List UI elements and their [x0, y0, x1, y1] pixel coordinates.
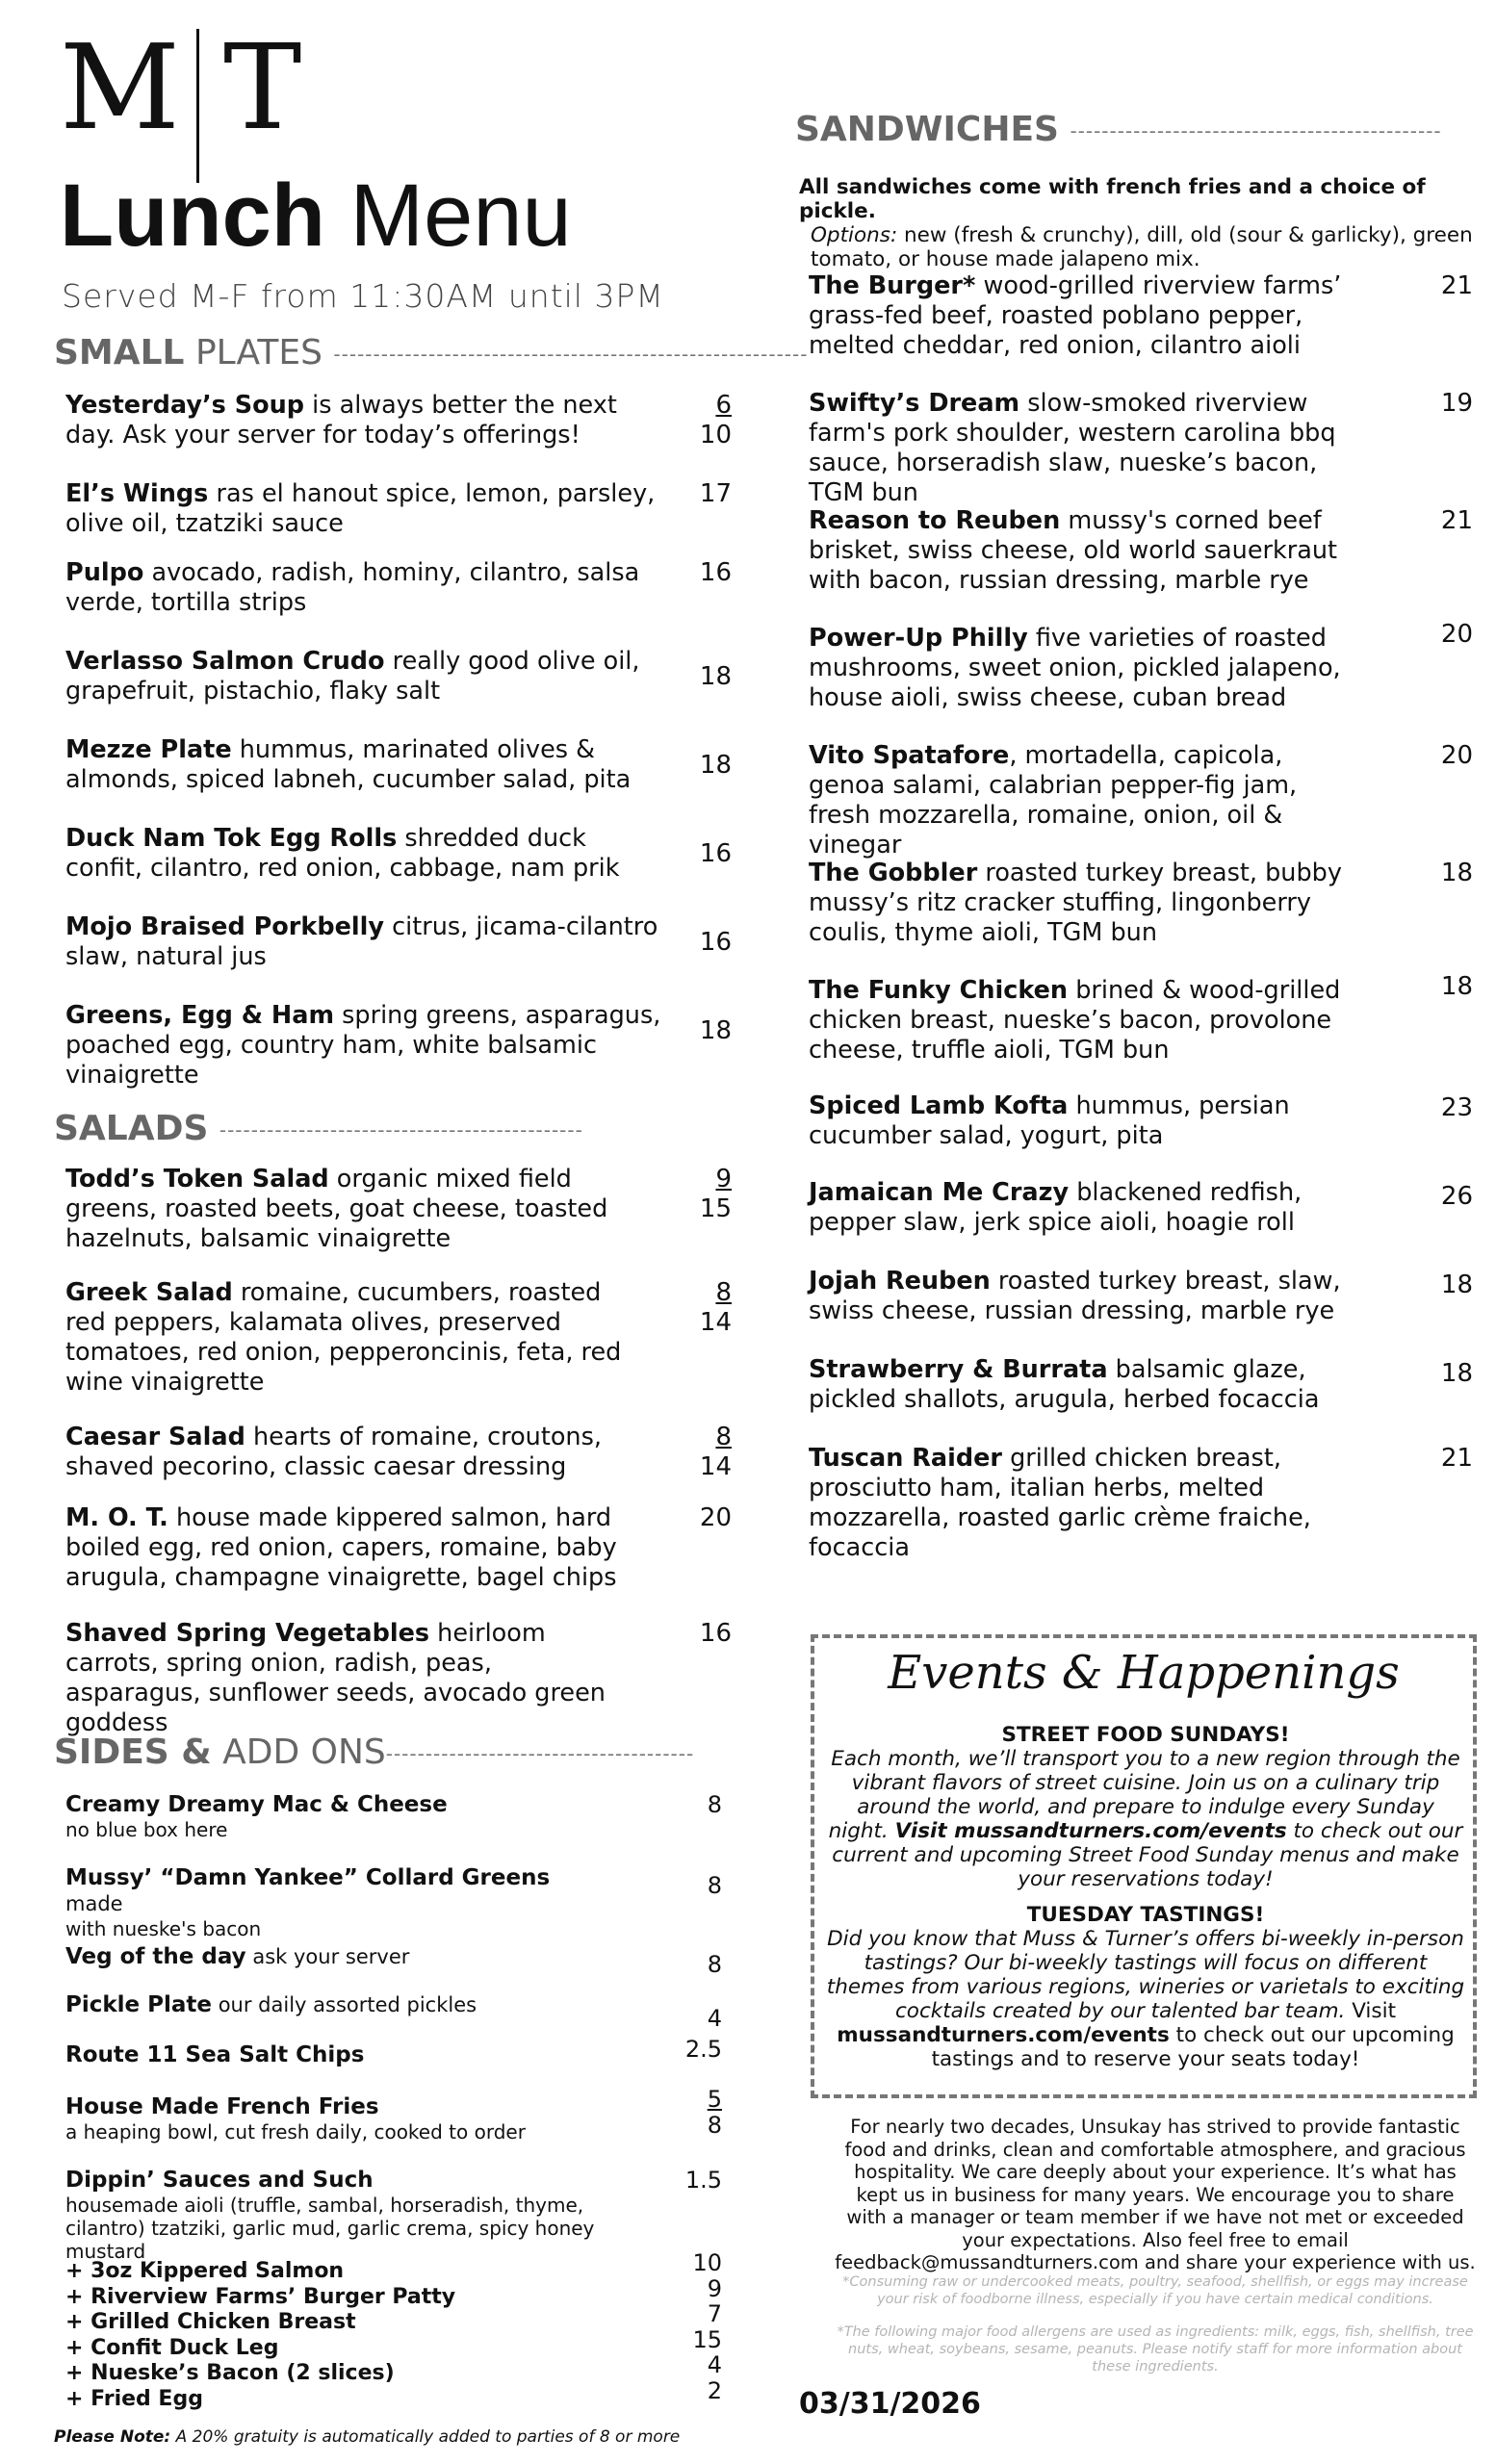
menu-item-name: Jojah Reuben — [809, 1267, 991, 1296]
menu-item-name: Pulpo — [65, 558, 144, 587]
menu-item — [65, 912, 662, 972]
menu-item-description: romaine, cucumbers, roasted red peppers, kalamata olives, preserved tomatoes, red onion, pepperoncinis, feta, red wine vinaigrette — [65, 1278, 622, 1397]
menu-item-name: El’s Wings — [65, 479, 209, 508]
menu-item-price: 20 — [1440, 741, 1473, 770]
side-item-price: 1.5 — [684, 2167, 722, 2194]
raw-food-warning: *Consuming raw or undercooked meats, poultry, seafood, shellfish, or eggs may increase your risk of foodborne illness, especially if you have certain medical conditions. — [842, 2274, 1468, 2307]
addon-price: 15 — [692, 2325, 722, 2353]
side-item-name: House Made French Fries — [65, 2094, 379, 2119]
logo — [60, 19, 320, 183]
menu-item — [65, 1423, 633, 1482]
menu-item — [65, 1278, 633, 1398]
menu-item — [809, 1267, 1348, 1326]
menu-item — [809, 976, 1348, 1065]
menu-item — [65, 1619, 633, 1738]
menu-item-price: 8 14 — [699, 1278, 732, 1337]
side-item-description: ask your server — [245, 1945, 410, 1968]
page-title — [60, 167, 572, 265]
menu-item-name: Verlasso Salmon Crudo — [65, 647, 385, 676]
side-item — [65, 2042, 605, 2068]
menu-item — [809, 506, 1348, 596]
menu-item-description: five varieties of roasted mushrooms, sweet onion, pickled jalapeno, house aioli, swiss cheese, cuban bread — [809, 624, 1341, 712]
side-item-price: 8 — [707, 1791, 722, 1818]
events-body: STREET FOOD SUNDAYS! Each month, we’ll transport you to a new region through the vibrant flavors of street cuisine. Join us on a culinary trip around the world, and prepare to indulge every Sunday night. Visit mussandturners.com/events to check out our current and upcoming Street Food Sunday menus and make your reservations today! TUESDAY TASTINGS! Did you know that Muss & Turner’s offers bi-weekly in-person tastings? Our bi-weekly tastings will focus on different themes from various regions, wineries or varietals to exciting cocktails created by our talented bar team. Visit mussandturners.com/events to check out our upcoming tastings and to reserve your seats today! — [824, 1723, 1467, 2071]
menu-item — [65, 1503, 633, 1593]
menu-item-price: 16 — [699, 928, 732, 957]
menu-item — [65, 391, 662, 450]
menu-item-price: 21 — [1440, 1444, 1473, 1473]
menu-item-price: 18 — [699, 662, 732, 691]
side-item-name: Pickle Plate — [65, 1992, 213, 2017]
menu-item-price: 21 — [1440, 506, 1473, 535]
menu-item-name: Vito Spatafore — [809, 741, 1010, 770]
addon-item: + Fried Egg — [65, 2386, 203, 2411]
about-text: For nearly two decades, Unsukay has strived to provide fantastic food and drinks, clean and comfortable atmosphere, and gracious hospitality. We care deeply about your experience. It’s what has kept us in business for many years. We encourage you to share with a manager or team member if we have not met or exceeded your expectations. Also feel free to email feedback@mussandturners.com and share your experience with us. — [835, 2116, 1476, 2273]
menu-item-description: blackened redfish, pepper slaw, jerk spice aioli, hoagie roll — [809, 1178, 1303, 1237]
side-item-name: Mussy’ “Damn Yankee” Collard Greens — [65, 1865, 551, 1890]
menu-item-description: heirloom carrots, spring onion, radish, peas, asparagus, sunflower seeds, avocado green goddess — [65, 1619, 606, 1737]
menu-item-description: , mortadella, capicola, genoa salami, calabrian pepper-fig jam, fresh mozzarella, romaine, onion, oil & vinegar — [809, 741, 1298, 860]
side-item-price: 8 — [707, 1872, 722, 1899]
side-item-name: Veg of the day — [65, 1944, 246, 1969]
menu-item-price: 9 15 — [699, 1165, 732, 1223]
menu-item-name: The Funky Chicken — [809, 976, 1069, 1005]
addon-price: 2 — [707, 2376, 722, 2404]
menu-item-name: Mezze Plate — [65, 735, 232, 764]
menu-item-price: 19 — [1440, 389, 1473, 418]
sandwiches-heading: SANDWICHES ----------------------------------------------- — [795, 110, 1442, 149]
allergen-warning: *The following major food allergens are used as ingredients: milk, eggs, fish, shellfish, tree nuts, wheat, soybeans, sesame, peanuts. Please notify staff for more information about these ingredients. — [837, 2324, 1474, 2374]
logo-divider — [196, 29, 199, 183]
logo-letter-t: T — [223, 19, 302, 156]
side-item-subtext: a heaping bowl, cut fresh daily, cooked to order — [65, 2120, 526, 2143]
side-item-price: 4 — [707, 2005, 722, 2032]
menu-item-description: hummus, persian cucumber salad, yogurt, pita — [809, 1091, 1290, 1150]
menu-item-description: grilled chicken breast, prosciutto ham, italian herbs, melted mozzarella, roasted garlic crème fraiche, focaccia — [809, 1444, 1311, 1562]
menu-item-description: roasted turkey breast, slaw, swiss cheese, russian dressing, marble rye — [809, 1267, 1341, 1325]
title-bold: Lunch — [60, 167, 325, 265]
menu-item-price: 8 14 — [699, 1423, 732, 1481]
menu-item-name: Tuscan Raider — [809, 1444, 1002, 1473]
side-item-name: Dippin’ Sauces and Such — [65, 2168, 374, 2193]
addon-item: + Confit Duck Leg — [65, 2335, 279, 2360]
menu-item-price: 20 — [1440, 620, 1473, 649]
menu-item-price: 23 — [1440, 1093, 1473, 1122]
menu-item — [809, 859, 1348, 948]
menu-item-description: mussy's corned beef brisket, swiss cheese, old world sauerkraut with bacon, russian dressing, marble rye — [809, 506, 1338, 595]
menu-item — [65, 479, 662, 539]
menu-item-name: M. O. T. — [65, 1503, 168, 1532]
menu-item-name: Shaved Spring Vegetables — [65, 1619, 430, 1648]
side-item — [65, 1992, 605, 2018]
menu-date: 03/31/2026 — [799, 2387, 981, 2421]
side-item-price: 2.5 — [684, 2036, 722, 2063]
gratuity-note: Please Note: A 20% gratuity is automatically added to parties of 8 or more — [54, 2427, 681, 2447]
addon-price: 4 — [707, 2351, 722, 2378]
menu-item-name: Greek Salad — [65, 1278, 233, 1307]
menu-item-price: 18 — [699, 1016, 732, 1045]
addon-item: + Nueske’s Bacon (2 slices) — [65, 2361, 395, 2385]
side-item-name: Creamy Dreamy Mac & Cheese — [65, 1792, 448, 1817]
menu-item-description: organic mixed field greens, roasted beets, goat cheese, toasted hazelnuts, balsamic vinaigrette — [65, 1165, 608, 1253]
menu-item-name: Spiced Lamb Kofta — [809, 1091, 1069, 1120]
addon-prices — [664, 2250, 722, 2403]
menu-item — [809, 624, 1348, 713]
menu-item — [65, 735, 662, 795]
menu-item-description: hummus, marinated olives & almonds, spiced labneh, cucumber salad, pita — [65, 735, 632, 794]
menu-item — [65, 824, 662, 884]
addon-item: + Grilled Chicken Breast — [65, 2310, 356, 2334]
menu-item-description: hearts of romaine, croutons, shaved pecorino, classic caesar dressing — [65, 1423, 602, 1481]
menu-item — [809, 271, 1348, 361]
menu-item — [809, 1178, 1348, 1238]
menu-item — [65, 1001, 662, 1091]
menu-item-description: slow-smoked riverview farm's pork shoulder, western carolina bbq sauce, horseradish slaw, nueske’s bacon, TGM bun — [809, 389, 1336, 507]
side-item — [65, 1792, 605, 1841]
menu-item-description: shredded duck confit, cilantro, red onion, cabbage, nam prik — [65, 824, 620, 883]
side-item — [65, 1944, 605, 1970]
menu-item-name: The Gobbler — [809, 859, 978, 887]
menu-item-description: wood-grilled riverview farms’ grass-fed beef, roasted poblano pepper, melted cheddar, red onion, cilantro aioli — [809, 271, 1342, 360]
menu-item — [809, 741, 1348, 860]
side-item-subtext: no blue box here — [65, 1818, 228, 1841]
side-item-name: Route 11 Sea Salt Chips — [65, 2042, 365, 2067]
menu-item-price: 16 — [699, 558, 732, 587]
side-item-subtext: with nueske's bacon — [65, 1917, 262, 1940]
menu-item — [809, 389, 1348, 508]
small-plates-heading: SMALL PLATES ------------------------------------------------------------ — [54, 333, 809, 372]
addon-price: 10 — [692, 2249, 722, 2276]
menu-item-description: house made kippered salmon, hard boiled egg, red onion, capers, romaine, baby arugula, champagne vinaigrette, bagel chips — [65, 1503, 617, 1592]
menu-item — [65, 647, 662, 706]
menu-item-description: roasted turkey breast, bubby mussy’s ritz cracker stuffing, lingonberry coulis, thyme aioli, TGM bun — [809, 859, 1342, 947]
menu-item — [65, 1165, 633, 1254]
addon-price: 9 — [707, 2274, 722, 2302]
side-item — [65, 2168, 662, 2263]
side-item — [65, 1865, 605, 1940]
addon-item: + 3oz Kippered Salmon — [65, 2259, 345, 2283]
menu-item-description: spring greens, asparagus, poached egg, country ham, white balsamic vinaigrette — [65, 1001, 661, 1090]
side-item-price: 8 — [707, 1951, 722, 1978]
menu-item-name: Strawberry & Burrata — [809, 1355, 1108, 1384]
side-item-price: 5 8 — [707, 2086, 722, 2139]
menu-item-description: is always better the next day. Ask your server for today’s offerings! — [65, 391, 617, 449]
menu-item-name: Jamaican Me Crazy — [809, 1178, 1070, 1207]
menu-item-name: The Burger* — [809, 271, 976, 300]
menu-item-price: 21 — [1440, 271, 1473, 300]
menu-item — [809, 1091, 1348, 1151]
side-item-subtext: housemade aioli (truffle, sambal, horseradish, thyme, cilantro) tzatziki, garlic mud, garlic crema, spicy honey mustard — [65, 2194, 595, 2263]
title-light: Menu — [349, 167, 572, 265]
menu-item-name: Reason to Reuben — [809, 506, 1061, 535]
menu-item-name: Mojo Braised Porkbelly — [65, 912, 384, 941]
menu-item-description: brined & wood-grilled chicken breast, nueske’s bacon, provolone cheese, truffle aioli, TGM bun — [809, 976, 1341, 1065]
served-hours: Served M-F from 11:30AM until 3PM — [62, 277, 664, 315]
tastings-link[interactable]: mussandturners.com/events — [837, 2023, 1170, 2047]
street-food-sundays-heading: STREET FOOD SUNDAYS! — [1001, 1723, 1290, 1747]
events-title: Events & Happenings — [888, 1646, 1400, 1700]
menu-item — [65, 558, 662, 618]
menu-item-name: Duck Nam Tok Egg Rolls — [65, 824, 398, 853]
menu-item-price: 18 — [1440, 859, 1473, 887]
menu-item-price: 20 — [699, 1503, 732, 1532]
menu-item — [809, 1355, 1348, 1415]
salads-heading: SALADS ---------------------------------------------- — [54, 1109, 583, 1148]
menu-item-name: Swifty’s Dream — [809, 389, 1020, 418]
menu-item — [809, 1444, 1348, 1563]
menu-item-price: 18 — [699, 751, 732, 780]
tuesday-tastings-heading: TUESDAY TASTINGS! — [1026, 1903, 1265, 1927]
addon-price: 7 — [707, 2300, 722, 2327]
menu-item-name: Todd’s Token Salad — [65, 1165, 329, 1194]
menu-item-price: 18 — [1440, 1359, 1473, 1388]
menu-item-name: Yesterday’s Soup — [65, 391, 304, 420]
menu-item-price: 18 — [1440, 972, 1473, 1001]
sandwiches-intro: All sandwiches come with french fries and a choice of pickle. Options: new (fresh & crunchy), dill, old (sour & garlicky), green tomato, or house made jalapeno mix. — [799, 175, 1473, 271]
menu-item-price: 16 — [699, 839, 732, 868]
menu-item-name: Power-Up Philly — [809, 624, 1028, 653]
menu-item-description: really good olive oil, grapefruit, pistachio, flaky salt — [65, 647, 640, 706]
menu-item-name: Caesar Salad — [65, 1423, 245, 1451]
addon-item: + Riverview Farms’ Burger Patty — [65, 2284, 456, 2309]
menu-item-price: 16 — [699, 1619, 732, 1648]
menu-item-description: ras el hanout spice, lemon, parsley, olive oil, tzatziki sauce — [65, 479, 656, 538]
menu-item-price: 26 — [1440, 1182, 1473, 1211]
side-item-description: our daily assorted pickles — [212, 1993, 477, 2016]
menu-item-description: balsamic glaze, pickled shallots, arugula, herbed focaccia — [809, 1355, 1320, 1414]
logo-letter-m: M — [60, 19, 180, 156]
events-box — [811, 1634, 1477, 2098]
menu-item-price: 6 10 — [699, 391, 732, 449]
side-item — [65, 2094, 605, 2143]
menu-item-price: 18 — [1440, 1270, 1473, 1299]
menu-item-price: 17 — [699, 479, 732, 508]
sides-heading: SIDES & ADD ONS--------------------------------------- — [54, 1732, 695, 1772]
menu-item-name: Greens, Egg & Ham — [65, 1001, 335, 1030]
menu-item-description: avocado, radish, hominy, cilantro, salsa verde, tortilla strips — [65, 558, 640, 617]
menu-item-description: citrus, jicama-cilantro slaw, natural jus — [65, 912, 658, 971]
events-link[interactable]: Visit mussandturners.com/events — [894, 1819, 1287, 1843]
addon-list — [65, 2259, 643, 2412]
side-item-description: made — [65, 1892, 123, 1915]
